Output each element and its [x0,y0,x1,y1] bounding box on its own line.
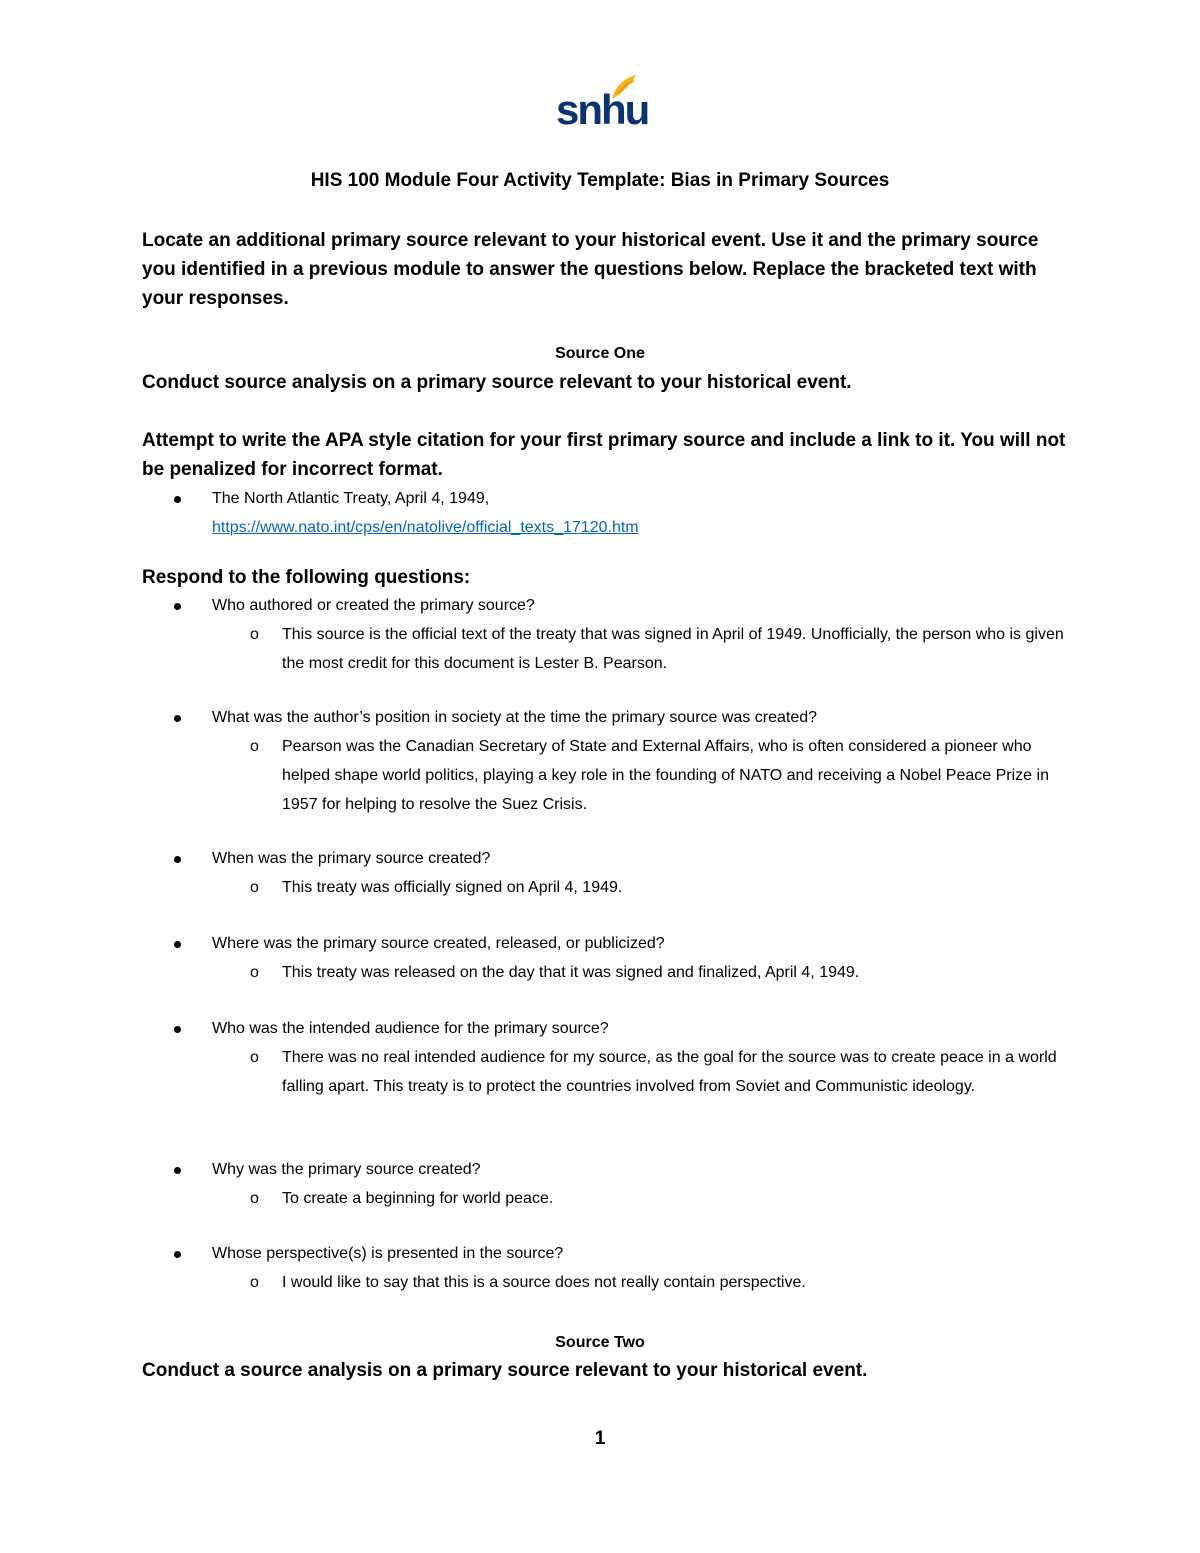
answer-text: There was no real intended audience for my source, as the goal for the source was to create peace in a world falling apart. This treaty is to protect the countries involved from Soviet and Communistic ideology. [282,1049,1057,1095]
sub-bullet-icon: o [250,1049,259,1066]
answer-item [142,1268,1072,1297]
question-block [142,1239,1072,1297]
question-item [142,703,1072,732]
source-two-label: Source Two [555,1334,645,1351]
sub-bullet-icon: o [250,1190,259,1207]
question-block [142,929,1072,987]
citation-text: The North Atlantic Treaty, April 4, 1949, [212,490,490,507]
list-item [142,484,1072,542]
question-item [142,1155,1072,1184]
question-item [142,844,1072,873]
answer-item [142,1184,1072,1213]
bullet-icon [174,715,181,722]
answer-text: To create a beginning for world peace. [282,1190,554,1207]
question-item [142,591,1072,620]
citation-prompt: Attempt to write the APA style citation for your first primary source and include a link to it. You will not be penalized for incorrect format. [142,430,1066,480]
bullet-icon [174,496,181,503]
source-one-heading: Conduct source analysis on a primary source relevant to your historical event. [142,372,852,393]
question-block [142,1155,1072,1213]
bullet-icon [174,941,181,948]
bullet-icon [174,1026,181,1033]
answer-text: This treaty was released on the day that it was signed and finalized, April 4, 1949. [282,964,860,981]
answer-text: I would like to say that this is a source does not really contain perspective. [282,1274,806,1291]
question-text: Where was the primary source created, released, or publicized? [212,935,665,952]
question-text: Who authored or created the primary source? [212,597,535,614]
question-block [142,703,1072,819]
question-text: When was the primary source created? [212,850,491,867]
answer-text: Pearson was the Canadian Secretary of State and External Affairs, who is often considered a pioneer who helped shape world politics, playing a key role in the founding of NATO and receiving a Nobel Peace Prize in 1957 for helping to resolve the Suez Crisis. [282,738,1049,813]
question-block [142,591,1072,678]
answer-text: This treaty was officially signed on April 4, 1949. [282,879,623,896]
answer-item [142,1043,1072,1101]
question-text: Who was the intended audience for the primary source? [212,1020,609,1037]
source-one-label: Source One [555,345,645,362]
sub-bullet-icon: o [250,964,259,981]
question-text: Why was the primary source created? [212,1161,481,1178]
answer-item [142,873,1072,902]
question-item [142,1239,1072,1268]
answer-item [142,958,1072,987]
question-item [142,929,1072,958]
question-text: Whose perspective(s) is presented in the source? [212,1245,564,1262]
sub-bullet-icon: o [250,626,259,643]
question-item [142,1014,1072,1043]
answer-text: This source is the official text of the treaty that was signed in April of 1949. Unofficially, the person who is given the most credit for this document is Lester B. Pearson. [282,626,1064,672]
question-block [142,844,1072,902]
sub-bullet-icon: o [250,879,259,896]
source-two-heading: Conduct a source analysis on a primary source relevant to your historical event. [142,1360,868,1381]
answer-item [142,732,1072,819]
answer-item [142,620,1072,678]
intro-paragraph: Locate an additional primary source relevant to your historical event. Use it and the primary source you identified in a previous module to answer the questions below. Replace the bracketed text with your responses. [142,230,1039,309]
document-title: HIS 100 Module Four Activity Template: Bias in Primary Sources [310,170,890,191]
logo-wordmark: snhu [556,86,649,133]
sub-bullet-icon: o [250,738,259,755]
citation-link[interactable]: https://www.nato.int/cps/en/natolive/official_texts_17120.htm [212,519,639,536]
respond-heading: Respond to the following questions: [142,567,471,588]
citation-list [142,484,1072,542]
bullet-icon [174,603,181,610]
snhu-logo [556,74,649,133]
bullet-icon [174,1167,181,1174]
bullet-icon [174,1251,181,1258]
question-block [142,1014,1072,1101]
page-number: 1 [594,1428,606,1449]
question-text: What was the author’s position in society at the time the primary source was created? [212,709,818,726]
bullet-icon [174,856,181,863]
sub-bullet-icon: o [250,1274,259,1291]
